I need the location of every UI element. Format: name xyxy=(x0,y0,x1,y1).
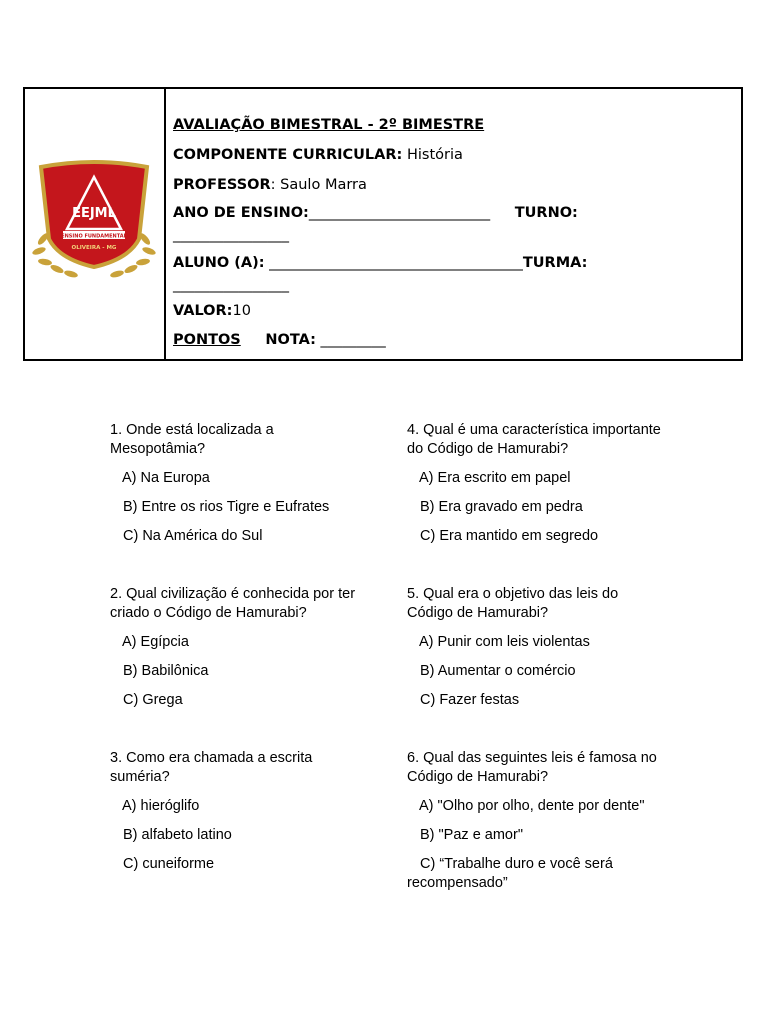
shift-label: TURNO: xyxy=(514,205,578,221)
grade-field[interactable]: _________________________ xyxy=(308,205,491,221)
option-b[interactable]: B) Babilônica xyxy=(123,663,209,679)
option-c[interactable]: C) Grega xyxy=(123,692,183,708)
option-a[interactable]: A) Punir com leis violentas xyxy=(419,634,590,650)
option-c[interactable]: C) “Trabalhe duro e você será recompensado” xyxy=(407,856,613,891)
option-c[interactable]: C) Na América do Sul xyxy=(123,528,263,544)
question-stem: 2. Qual civilização é conhecida por ter criado o Código de Hamurabi? xyxy=(110,586,356,621)
header-info xyxy=(173,89,741,359)
points-label: PONTOS xyxy=(173,332,241,348)
question-stem: 5. Qual era o objetivo das leis do Código de Hamurabi? xyxy=(407,586,619,621)
question-6 xyxy=(407,749,662,893)
question-1 xyxy=(110,421,365,546)
question-stem: 1. Onde está localizada a Mesopotâmia? xyxy=(110,422,274,457)
question-2 xyxy=(110,585,365,710)
score-line xyxy=(173,332,386,348)
shift-field[interactable]: ________________ xyxy=(173,227,289,243)
logo-initials: EEJML xyxy=(72,206,116,221)
value-label: VALOR: xyxy=(173,303,233,319)
question-5 xyxy=(407,585,662,710)
student-label: ALUNO (A): xyxy=(173,255,265,271)
option-a[interactable]: A) hieróglifo xyxy=(122,798,200,814)
option-a[interactable]: A) "Olho por olho, dente por dente" xyxy=(419,798,645,814)
student-line xyxy=(173,255,587,271)
option-c[interactable]: C) Era mantido em segredo xyxy=(420,528,599,544)
grade-label: ANO DE ENSINO: xyxy=(173,205,309,221)
grade-line xyxy=(173,205,578,221)
page-title: AVALIAÇÃO BIMESTRAL - 2º BIMESTRE xyxy=(173,117,485,133)
value-value: 10 xyxy=(232,303,251,319)
option-b[interactable]: B) Entre os rios Tigre e Eufrates xyxy=(123,499,330,515)
class-field[interactable]: ________________ xyxy=(173,277,289,293)
question-stem: 3. Como era chamada a escrita suméria? xyxy=(110,750,313,785)
component-value: História xyxy=(402,147,463,163)
teacher-label: PROFESSOR xyxy=(173,177,271,193)
option-a[interactable]: A) Era escrito em papel xyxy=(419,470,571,486)
class-label: TURMA: xyxy=(522,255,588,271)
option-c[interactable]: C) cuneiforme xyxy=(123,856,215,872)
school-logo xyxy=(29,159,159,284)
header-table xyxy=(23,87,743,361)
logo-motto: ENSINO FUNDAMENTAL xyxy=(61,233,127,240)
logo-cell xyxy=(25,89,166,359)
component-line xyxy=(173,147,463,163)
option-b[interactable]: B) "Paz e amor" xyxy=(420,827,523,843)
score-label: NOTA: xyxy=(265,332,316,348)
teacher-value: : Saulo Marra xyxy=(270,177,367,193)
teacher-line xyxy=(173,177,367,193)
question-4 xyxy=(407,421,662,546)
score-field[interactable]: _________ xyxy=(315,332,386,348)
question-3 xyxy=(110,749,365,874)
component-label: COMPONENTE CURRICULAR: xyxy=(173,147,403,163)
value-line xyxy=(173,303,251,319)
option-c[interactable]: C) Fazer festas xyxy=(420,692,520,708)
option-a[interactable]: A) Na Europa xyxy=(122,470,210,486)
student-field[interactable]: ___________________________________ xyxy=(264,255,523,271)
question-stem: 4. Qual é uma característica importante do Código de Hamurabi? xyxy=(407,422,661,457)
option-a[interactable]: A) Egípcia xyxy=(122,634,189,650)
logo-city: OLIVEIRA - MG xyxy=(71,245,117,251)
option-b[interactable]: B) alfabeto latino xyxy=(123,827,232,843)
option-b[interactable]: B) Aumentar o comércio xyxy=(420,663,576,679)
option-b[interactable]: B) Era gravado em pedra xyxy=(420,499,583,515)
question-stem: 6. Qual das seguintes leis é famosa no Código de Hamurabi? xyxy=(407,750,657,785)
